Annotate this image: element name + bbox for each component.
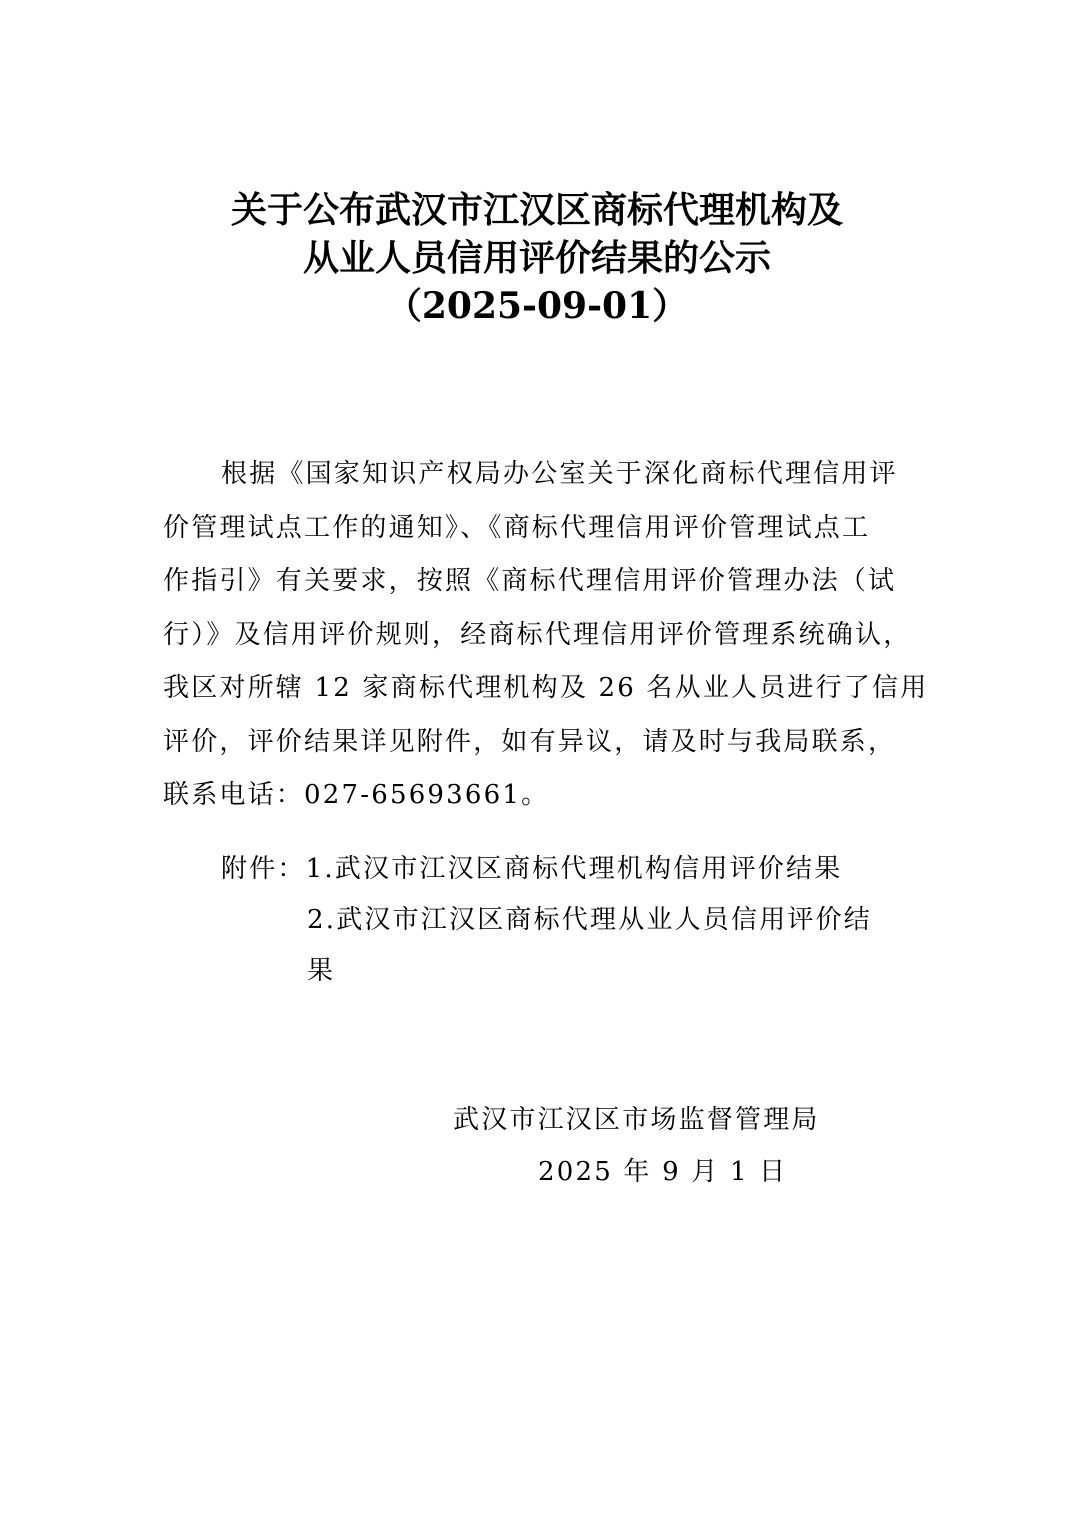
body-line-1: 根据《国家知识产权局办公室关于深化商标代理信用评 — [221, 459, 898, 489]
attachments-list — [221, 844, 921, 997]
attachment-item-1: 附件：1.武汉市江汉区商标代理机构信用评价结果 — [221, 854, 843, 884]
body-paragraph — [163, 448, 929, 823]
body-line-3: 作指引》有关要求，按照《商标代理信用评价管理办法（试 — [163, 566, 897, 596]
document-title — [137, 186, 937, 330]
title-line-2: 从业人员信用评价结果的公示 — [302, 237, 771, 279]
body-line-5: 我区对所辖 12 家商标代理机构及 26 名从业人员进行了信用 — [163, 673, 929, 703]
title-line-1: 关于公布武汉市江汉区商标代理机构及 — [230, 189, 843, 231]
attachment-item-2-continued: 果 — [307, 956, 336, 986]
signature-organization: 武汉市江汉区市场监督管理局 — [453, 1105, 820, 1135]
body-line-7: 联系电话：027-65693661。 — [163, 780, 550, 810]
signature-date: 2025 年 9 月 1 日 — [538, 1157, 788, 1187]
title-date-line: （2025-09-01） — [385, 285, 689, 327]
attachment-item-2: 2.武汉市江汉区商标代理从业人员信用评价结 — [307, 905, 873, 935]
body-line-2: 价管理试点工作的通知》、《商标代理信用评价管理试点工 — [163, 512, 871, 543]
body-line-4: 行）》及信用评价规则，经商标代理信用评价管理系统确认， — [163, 619, 912, 650]
body-line-6: 评价，评价结果详见附件，如有异议，请及时与我局联系， — [163, 726, 897, 757]
